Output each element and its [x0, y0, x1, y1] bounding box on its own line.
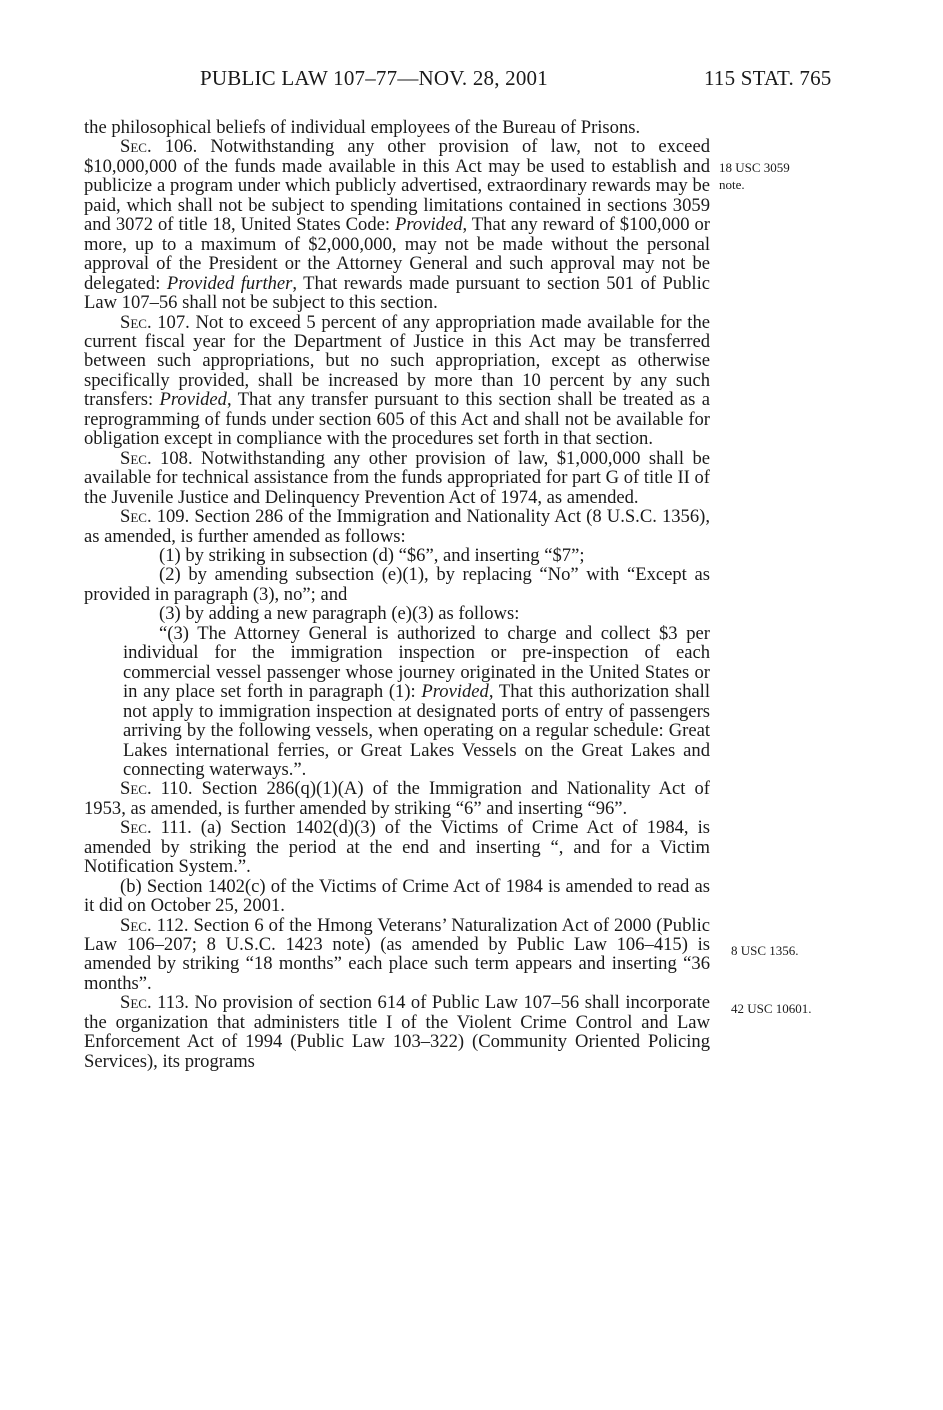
section-109-item-3: (3) by adding a new paragraph (e)(3) as follows: [159, 603, 520, 625]
section-108: Sec. 108. Notwithstanding any other provision of law, $1,000,000 shall be available for technical assistance from the funds appropriated for part G of title II of the Juvenile Justice and Delinquency Prevention Act of 1974, as amended. [84, 447, 710, 508]
section-109-quoted-paragraph: “(3) The Attorney General is authorized to charge and collect $3 per individual for the immigration inspection or pre-inspection of each commercial vessel passenger whose journey originated in the United States or in any place set forth in paragraph (1): Provided, That this authorization shall not apply to immigration inspection at designated ports of entry of passengers arriving by the following vessels, when operating on a regular schedule: Great Lakes international ferries, or Great Lakes Vessels on the Great Lakes and connecting waterways.”. [123, 622, 711, 780]
margin-note-8-usc-1356: 8 USC 1356. [731, 943, 799, 958]
paragraph-continuation: the philosophical beliefs of individual employees of the Bureau of Prisons. [84, 117, 641, 138]
running-head: PUBLIC LAW 107–77—NOV. 28, 2001 [200, 66, 548, 90]
section-label: Sec. 111. [120, 817, 192, 839]
margin-note-18-usc-3059: 18 USC 3059 note. [719, 160, 790, 192]
margin-note-42-usc-10601: 42 USC 10601. [731, 1001, 812, 1016]
section-label: Sec. 107. [120, 311, 190, 333]
section-111-a: Sec. 111. (a) Section 1402(d)(3) of the Victims of Crime Act of 1984, is amended by striking the period at the end and inserting “, and for a Victim Notification System.”. [84, 817, 710, 878]
section-109: Sec. 109. Section 286 of the Immigration and Nationality Act (8 U.S.C. 1356), as amended, is further amended as follows: [84, 506, 710, 547]
section-110: Sec. 110. Section 286(q)(1)(A) of the Immigration and Nationality Act of 1953, as amended, is further amended by striking “6” and inserting “96”. [84, 778, 710, 819]
section-113: Sec. 113. No provision of section 614 of Public Law 107–56 shall incorporate the organization that administers title I of the Violent Crime Control and Law Enforcement Act of 1994 (Public Law 103–322) (Community Oriented Policing Services), its programs [84, 992, 710, 1072]
stat-page-number: 115 STAT. 765 [704, 66, 832, 90]
body-text [84, 118, 710, 1071]
section-label: Sec. 109. [120, 506, 190, 528]
section-label: Sec. 106. [120, 136, 198, 158]
section-label: Sec. 113. [120, 992, 189, 1014]
section-106: Sec. 106. Notwithstanding any other provision of law, not to exceed $10,000,000 of the funds made available in this Act may be used to establish and publicize a program under which publicly advertised, extraordinary rewards may be paid, which shall not be subject to spending limitations contained in sections 3059 and 3072 of title 18, United States Code: Provided, That any reward of $100,000 or more, up to a maximum of $2,000,000, may not be made without the personal approval of the President or the Attorney General and such approval may not be delegated: Provided further, That rewards made pursuant to section 501 of Public Law 107–56 shall not be subject to this section. [84, 136, 710, 314]
section-109-item-1: (1) by striking in subsection (d) “$6”, and inserting “$7”; [159, 544, 585, 566]
section-109-item-2: (2) by amending subsection (e)(1), by replacing “No” with “Except as provided in paragraph (3), no”; and [84, 564, 710, 605]
section-label: Sec. 108. [120, 447, 193, 469]
section-107: Sec. 107. Not to exceed 5 percent of any appropriation made available for the current fiscal year for the Department of Justice in this Act may be transferred between such appropriations, but no such appropriation, except as otherwise specifically provided, shall be increased by more than 10 percent by any such transfers: Provided, That any transfer pursuant to this section shall be treated as a reprogramming of funds under section 605 of this Act and shall not be available for obligation except in compliance with the procedures set forth in that section. [84, 311, 710, 450]
section-label: Sec. 112. [120, 914, 189, 936]
section-111-b: (b) Section 1402(c) of the Victims of Crime Act of 1984 is amended to read as it did on October 25, 2001. [84, 875, 710, 917]
section-112: Sec. 112. Section 6 of the Hmong Veterans’ Naturalization Act of 2000 (Public Law 106–207; 8 U.S.C. 1423 note) (as amended by Public Law 106–415) is amended by striking “18 months” each place such term appears and inserting “36 months”. [84, 914, 710, 994]
page-header [0, 66, 943, 96]
section-label: Sec. 110. [120, 778, 193, 800]
